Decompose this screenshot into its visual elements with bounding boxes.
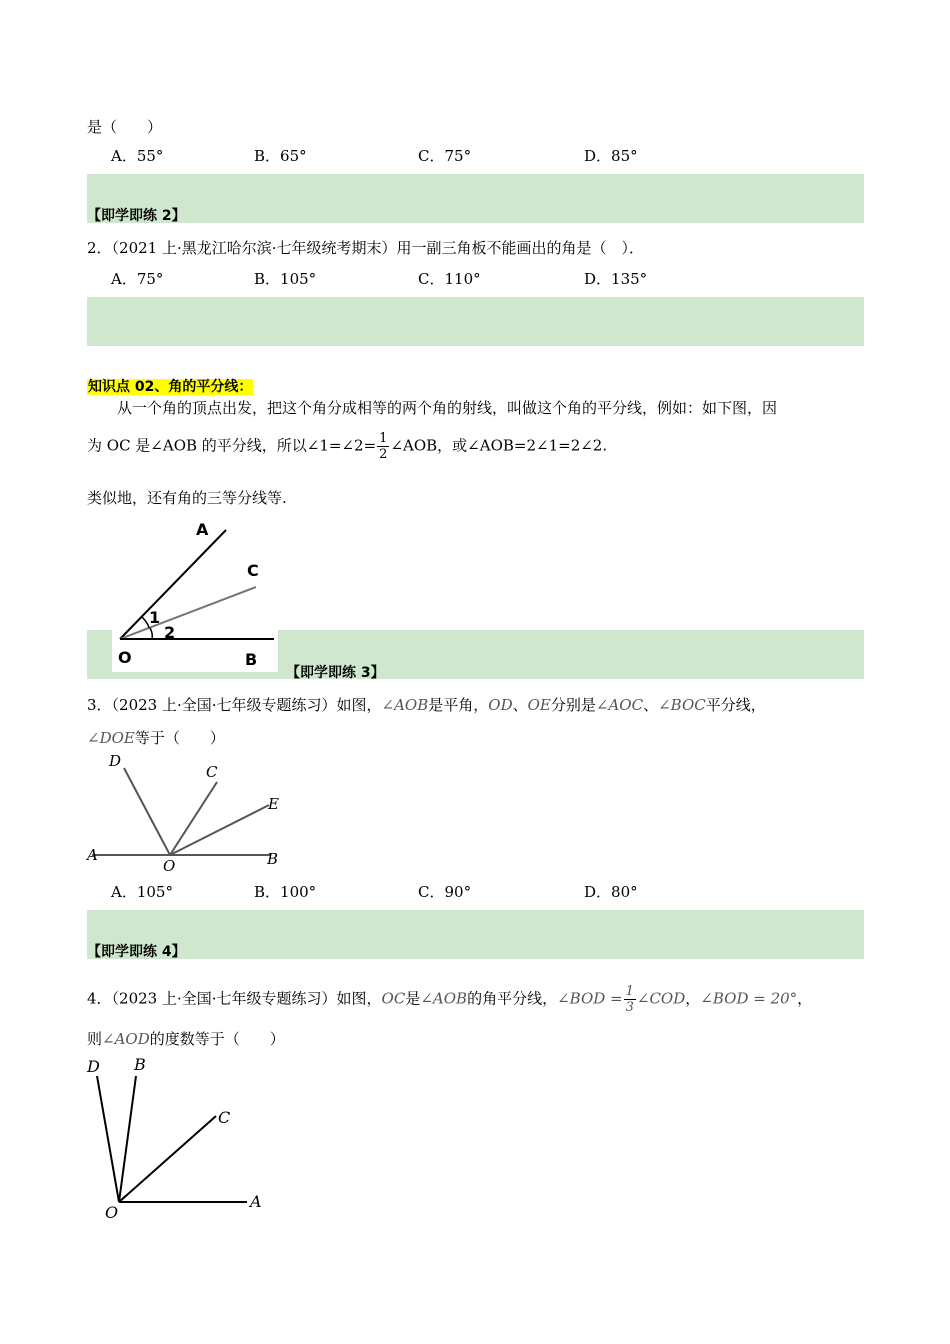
ray-oe — [170, 805, 269, 855]
answer-band-2 — [87, 297, 864, 346]
q4-text-3: ， — [685, 989, 701, 1008]
q3-math-oe: OE — [527, 696, 551, 714]
q3-text-4: 、 — [643, 696, 659, 714]
q4-text-1: 是 — [405, 989, 421, 1008]
q4-math-oc: OC — [381, 989, 406, 1008]
q2-option-b: B．105° — [254, 270, 317, 288]
q3-math-od: OD — [488, 696, 513, 714]
q3-text-1: 是平角， — [428, 696, 489, 714]
q2-option-c: C．110° — [418, 270, 481, 288]
q4-math-aob: ∠AOB — [420, 989, 468, 1008]
practice-3-label: 【即学即练 3】 — [286, 665, 385, 681]
q3-label-d: D — [109, 752, 122, 770]
knowledge-line-2 — [87, 431, 607, 462]
q3-stem-line-1 — [87, 694, 766, 715]
q2-option-a: A．75° — [111, 270, 164, 288]
answer-band-4 — [87, 910, 864, 959]
fraction-third-numerator: 1 — [625, 984, 634, 999]
q3-label-b: B — [267, 850, 279, 868]
q2-stem: 2．（2021 上·黑龙江哈尔滨·七年级统考期末）用一副三角板不能画出的角是（ ）． — [87, 239, 645, 257]
fraction-half-numerator: 1 — [379, 431, 388, 446]
q4-number: 4． — [87, 989, 112, 1008]
q3-option-c: C．90° — [418, 883, 472, 901]
answer-band-1 — [87, 174, 864, 223]
q3-source: （2023 上·全国·七年级专题练习）如图， — [111, 696, 382, 714]
q3-text-6: 等于（ ） — [134, 729, 225, 747]
fraction-third-denominator: 3 — [625, 1000, 634, 1015]
q4-math-aod: ∠AOD — [102, 1030, 150, 1048]
q3-number: 3． — [87, 696, 112, 714]
q4-text-5: 则 — [87, 1030, 103, 1048]
q3-figure — [84, 750, 284, 875]
fraction-third — [624, 984, 636, 1015]
q3-math-doe: ∠DOE — [87, 729, 135, 747]
q4-stem-line-1 — [87, 984, 812, 1015]
q4-stem-line-2 — [87, 1028, 285, 1049]
q4-source: （2023 上·全国·七年级专题练习）如图， — [111, 989, 382, 1008]
q3-label-a: A — [87, 846, 98, 864]
knowledge-line-2-b: ∠AOB，或∠AOB=2∠1=2∠2. — [390, 436, 608, 455]
q3-math-aoc: ∠AOC — [595, 696, 644, 714]
q3-stem-line-2 — [87, 727, 225, 748]
q4-text-4: ， — [797, 989, 813, 1008]
knowledge-title-highlight: 知识点 02、角的平分线： — [88, 379, 253, 395]
q4-math-bod-20: ∠BOD = 20° — [700, 989, 798, 1008]
q1-option-d: D．85° — [584, 147, 638, 165]
q3-label-c: C — [206, 763, 218, 781]
q4-math-cod: ∠COD — [636, 989, 686, 1008]
figure-background — [112, 515, 278, 672]
ray-od — [124, 768, 170, 855]
knowledge-line-3: 类似地，还有角的三等分线等. — [87, 489, 287, 507]
q4-text-6: 的度数等于（ ） — [149, 1030, 285, 1048]
q4-label-b: B — [134, 1055, 146, 1074]
label-o: O — [118, 648, 132, 667]
q3-label-o: O — [163, 857, 176, 875]
q3-option-d: D．80° — [584, 883, 638, 901]
label-b: B — [245, 650, 258, 669]
label-c: C — [247, 561, 259, 580]
practice-4-label: 【即学即练 4】 — [87, 944, 186, 960]
knowledge-line-1: 从一个角的顶点出发，把这个角分成相等的两个角的射线，叫做这个角的平分线，例如：如下图，因 — [117, 399, 778, 417]
q3-label-e: E — [268, 795, 279, 813]
q4-text-2: 的角平分线， — [467, 989, 558, 1008]
practice-2-label: 【即学即练 2】 — [87, 208, 186, 224]
ray-od — [97, 1076, 119, 1202]
ray-oc — [119, 1116, 216, 1202]
q4-figure — [84, 1052, 274, 1222]
q3-math-boc: ∠BOC — [658, 696, 706, 714]
bisector-figure — [112, 515, 278, 672]
q3-text-3: 分别是 — [550, 696, 596, 714]
q3-text-2: 、 — [512, 696, 528, 714]
q4-label-a: A — [250, 1192, 262, 1211]
q3-option-a: A．105° — [111, 883, 173, 901]
q1-option-c: C．75° — [418, 147, 472, 165]
q4-label-d: D — [87, 1057, 100, 1076]
q1-option-b: B．65° — [254, 147, 307, 165]
q4-label-c: C — [218, 1108, 231, 1127]
knowledge-title — [87, 376, 253, 396]
knowledge-line-2-a: 为 OC 是∠AOB 的平分线，所以∠1=∠2= — [87, 436, 377, 455]
q3-text-5: 平分线， — [705, 696, 766, 714]
ray-ob — [119, 1076, 136, 1202]
fraction-half-denominator: 2 — [379, 447, 388, 462]
label-angle-1: 1 — [149, 608, 161, 627]
q1-option-a: A．55° — [111, 147, 164, 165]
q4-math-bod: ∠BOD = — [557, 989, 623, 1008]
label-angle-2: 2 — [164, 623, 176, 642]
q3-option-b: B．100° — [254, 883, 317, 901]
q4-label-o: O — [105, 1203, 119, 1222]
fraction-half — [377, 431, 389, 462]
label-a: A — [196, 520, 209, 539]
q3-math-aob: ∠AOB — [381, 696, 429, 714]
q2-option-d: D．135° — [584, 270, 648, 288]
q1-stem-tail: 是（ ） — [87, 118, 163, 136]
